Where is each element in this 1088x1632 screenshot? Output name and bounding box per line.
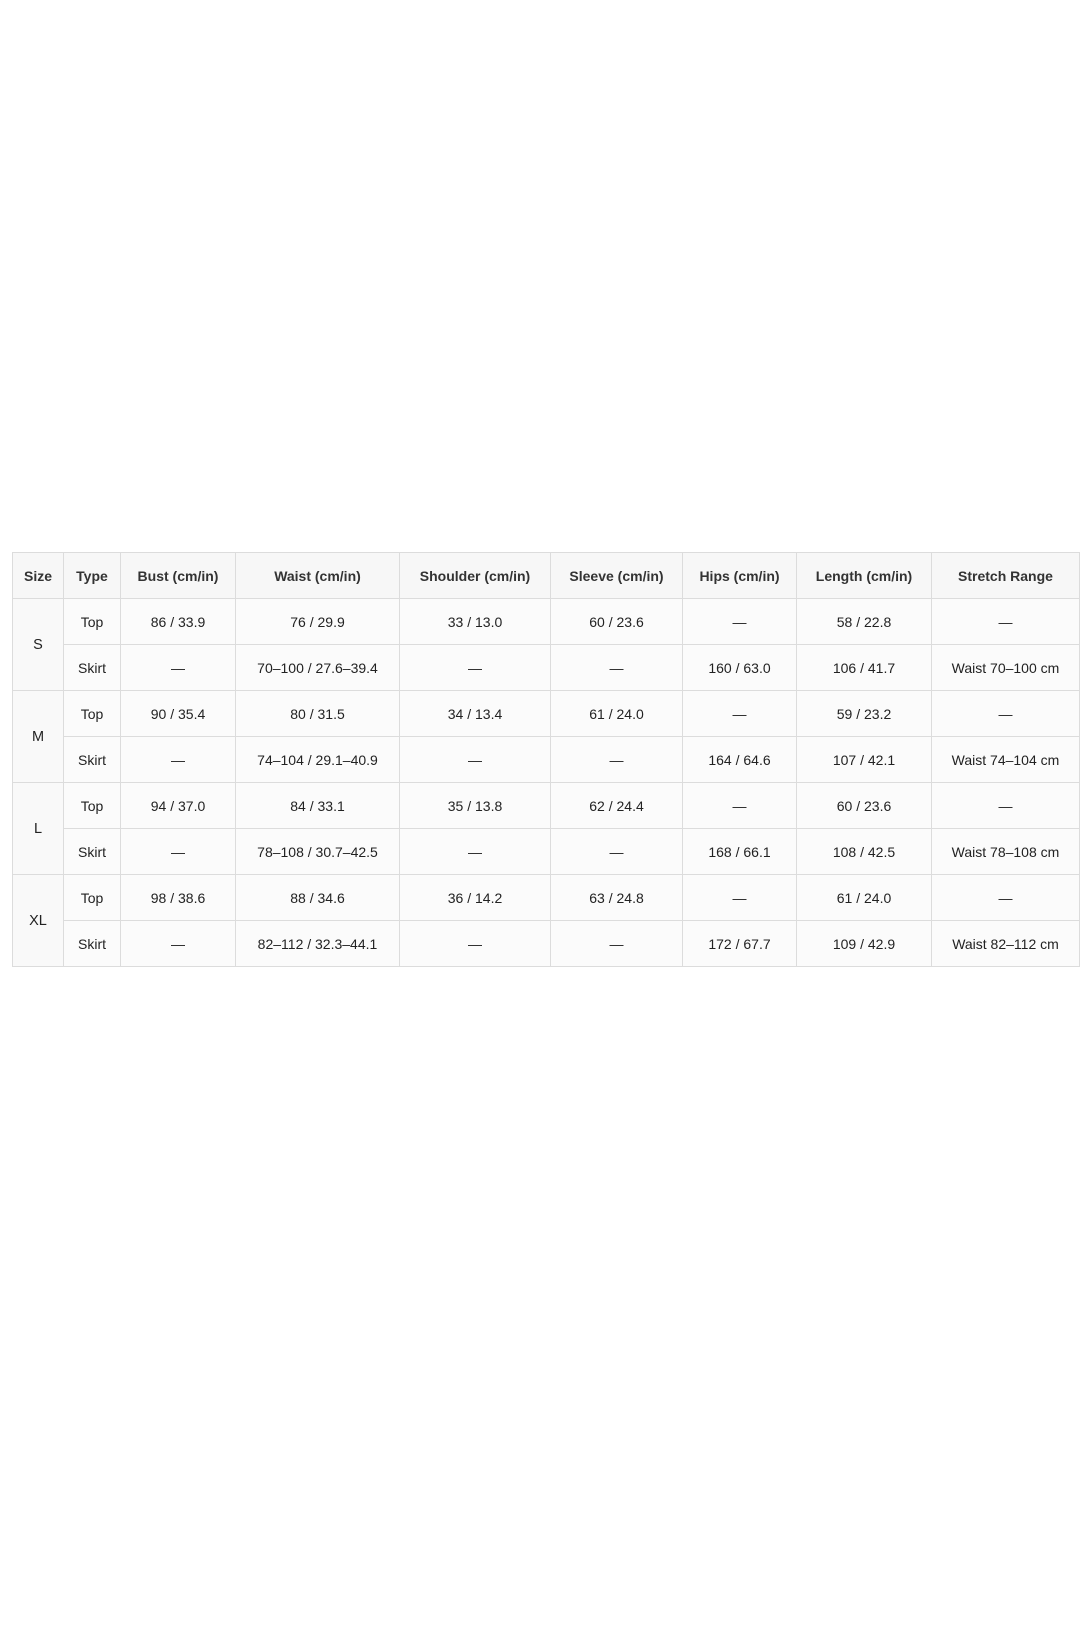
hips-cell: —: [683, 599, 797, 645]
sleeve-cell: —: [551, 645, 683, 691]
bust-cell: —: [121, 645, 236, 691]
waist-cell: 80 / 31.5: [236, 691, 400, 737]
type-cell: Top: [64, 691, 121, 737]
type-cell: Skirt: [64, 737, 121, 783]
type-cell: Skirt: [64, 645, 121, 691]
table-row: [13, 645, 1080, 691]
length-cell: 61 / 24.0: [797, 875, 932, 921]
length-cell: 109 / 42.9: [797, 921, 932, 967]
stretch-range-cell: —: [932, 691, 1080, 737]
header-size: Size: [13, 553, 64, 599]
shoulder-cell: 36 / 14.2: [400, 875, 551, 921]
header-stretch-range: Stretch Range: [932, 553, 1080, 599]
shoulder-cell: 33 / 13.0: [400, 599, 551, 645]
header-waist: Waist (cm/in): [236, 553, 400, 599]
waist-cell: 82–112 / 32.3–44.1: [236, 921, 400, 967]
shoulder-cell: —: [400, 737, 551, 783]
header-shoulder: Shoulder (cm/in): [400, 553, 551, 599]
table-row: [13, 599, 1080, 645]
header-bust: Bust (cm/in): [121, 553, 236, 599]
length-cell: 107 / 42.1: [797, 737, 932, 783]
hips-cell: 172 / 67.7: [683, 921, 797, 967]
stretch-range-cell: Waist 70–100 cm: [932, 645, 1080, 691]
bust-cell: 94 / 37.0: [121, 783, 236, 829]
size-chart-table: [12, 552, 1080, 967]
bust-cell: 90 / 35.4: [121, 691, 236, 737]
length-cell: 60 / 23.6: [797, 783, 932, 829]
header-hips: Hips (cm/in): [683, 553, 797, 599]
header-row: [13, 553, 1080, 599]
bust-cell: 98 / 38.6: [121, 875, 236, 921]
bust-cell: —: [121, 921, 236, 967]
waist-cell: 74–104 / 29.1–40.9: [236, 737, 400, 783]
hips-cell: 168 / 66.1: [683, 829, 797, 875]
hips-cell: —: [683, 691, 797, 737]
header-type: Type: [64, 553, 121, 599]
type-cell: Top: [64, 875, 121, 921]
bust-cell: 86 / 33.9: [121, 599, 236, 645]
waist-cell: 84 / 33.1: [236, 783, 400, 829]
sleeve-cell: 62 / 24.4: [551, 783, 683, 829]
shoulder-cell: —: [400, 645, 551, 691]
hips-cell: —: [683, 875, 797, 921]
waist-cell: 70–100 / 27.6–39.4: [236, 645, 400, 691]
size-cell: L: [13, 783, 64, 875]
type-cell: Skirt: [64, 829, 121, 875]
sleeve-cell: —: [551, 829, 683, 875]
length-cell: 59 / 23.2: [797, 691, 932, 737]
shoulder-cell: —: [400, 829, 551, 875]
waist-cell: 78–108 / 30.7–42.5: [236, 829, 400, 875]
type-cell: Skirt: [64, 921, 121, 967]
shoulder-cell: 34 / 13.4: [400, 691, 551, 737]
table-row: [13, 691, 1080, 737]
sleeve-cell: 63 / 24.8: [551, 875, 683, 921]
size-cell: S: [13, 599, 64, 691]
sleeve-cell: —: [551, 921, 683, 967]
size-cell: XL: [13, 875, 64, 967]
length-cell: 58 / 22.8: [797, 599, 932, 645]
table-row: [13, 921, 1080, 967]
stretch-range-cell: Waist 78–108 cm: [932, 829, 1080, 875]
shoulder-cell: —: [400, 921, 551, 967]
table-row: [13, 783, 1080, 829]
stretch-range-cell: —: [932, 599, 1080, 645]
bust-cell: —: [121, 829, 236, 875]
table-row: [13, 875, 1080, 921]
type-cell: Top: [64, 783, 121, 829]
hips-cell: 160 / 63.0: [683, 645, 797, 691]
stretch-range-cell: Waist 82–112 cm: [932, 921, 1080, 967]
size-cell: M: [13, 691, 64, 783]
sleeve-cell: —: [551, 737, 683, 783]
table-row: [13, 737, 1080, 783]
hips-cell: 164 / 64.6: [683, 737, 797, 783]
stretch-range-cell: Waist 74–104 cm: [932, 737, 1080, 783]
header-length: Length (cm/in): [797, 553, 932, 599]
length-cell: 106 / 41.7: [797, 645, 932, 691]
waist-cell: 76 / 29.9: [236, 599, 400, 645]
shoulder-cell: 35 / 13.8: [400, 783, 551, 829]
table-row: [13, 829, 1080, 875]
stretch-range-cell: —: [932, 783, 1080, 829]
header-sleeve: Sleeve (cm/in): [551, 553, 683, 599]
waist-cell: 88 / 34.6: [236, 875, 400, 921]
length-cell: 108 / 42.5: [797, 829, 932, 875]
sleeve-cell: 61 / 24.0: [551, 691, 683, 737]
type-cell: Top: [64, 599, 121, 645]
stretch-range-cell: —: [932, 875, 1080, 921]
sleeve-cell: 60 / 23.6: [551, 599, 683, 645]
bust-cell: —: [121, 737, 236, 783]
hips-cell: —: [683, 783, 797, 829]
